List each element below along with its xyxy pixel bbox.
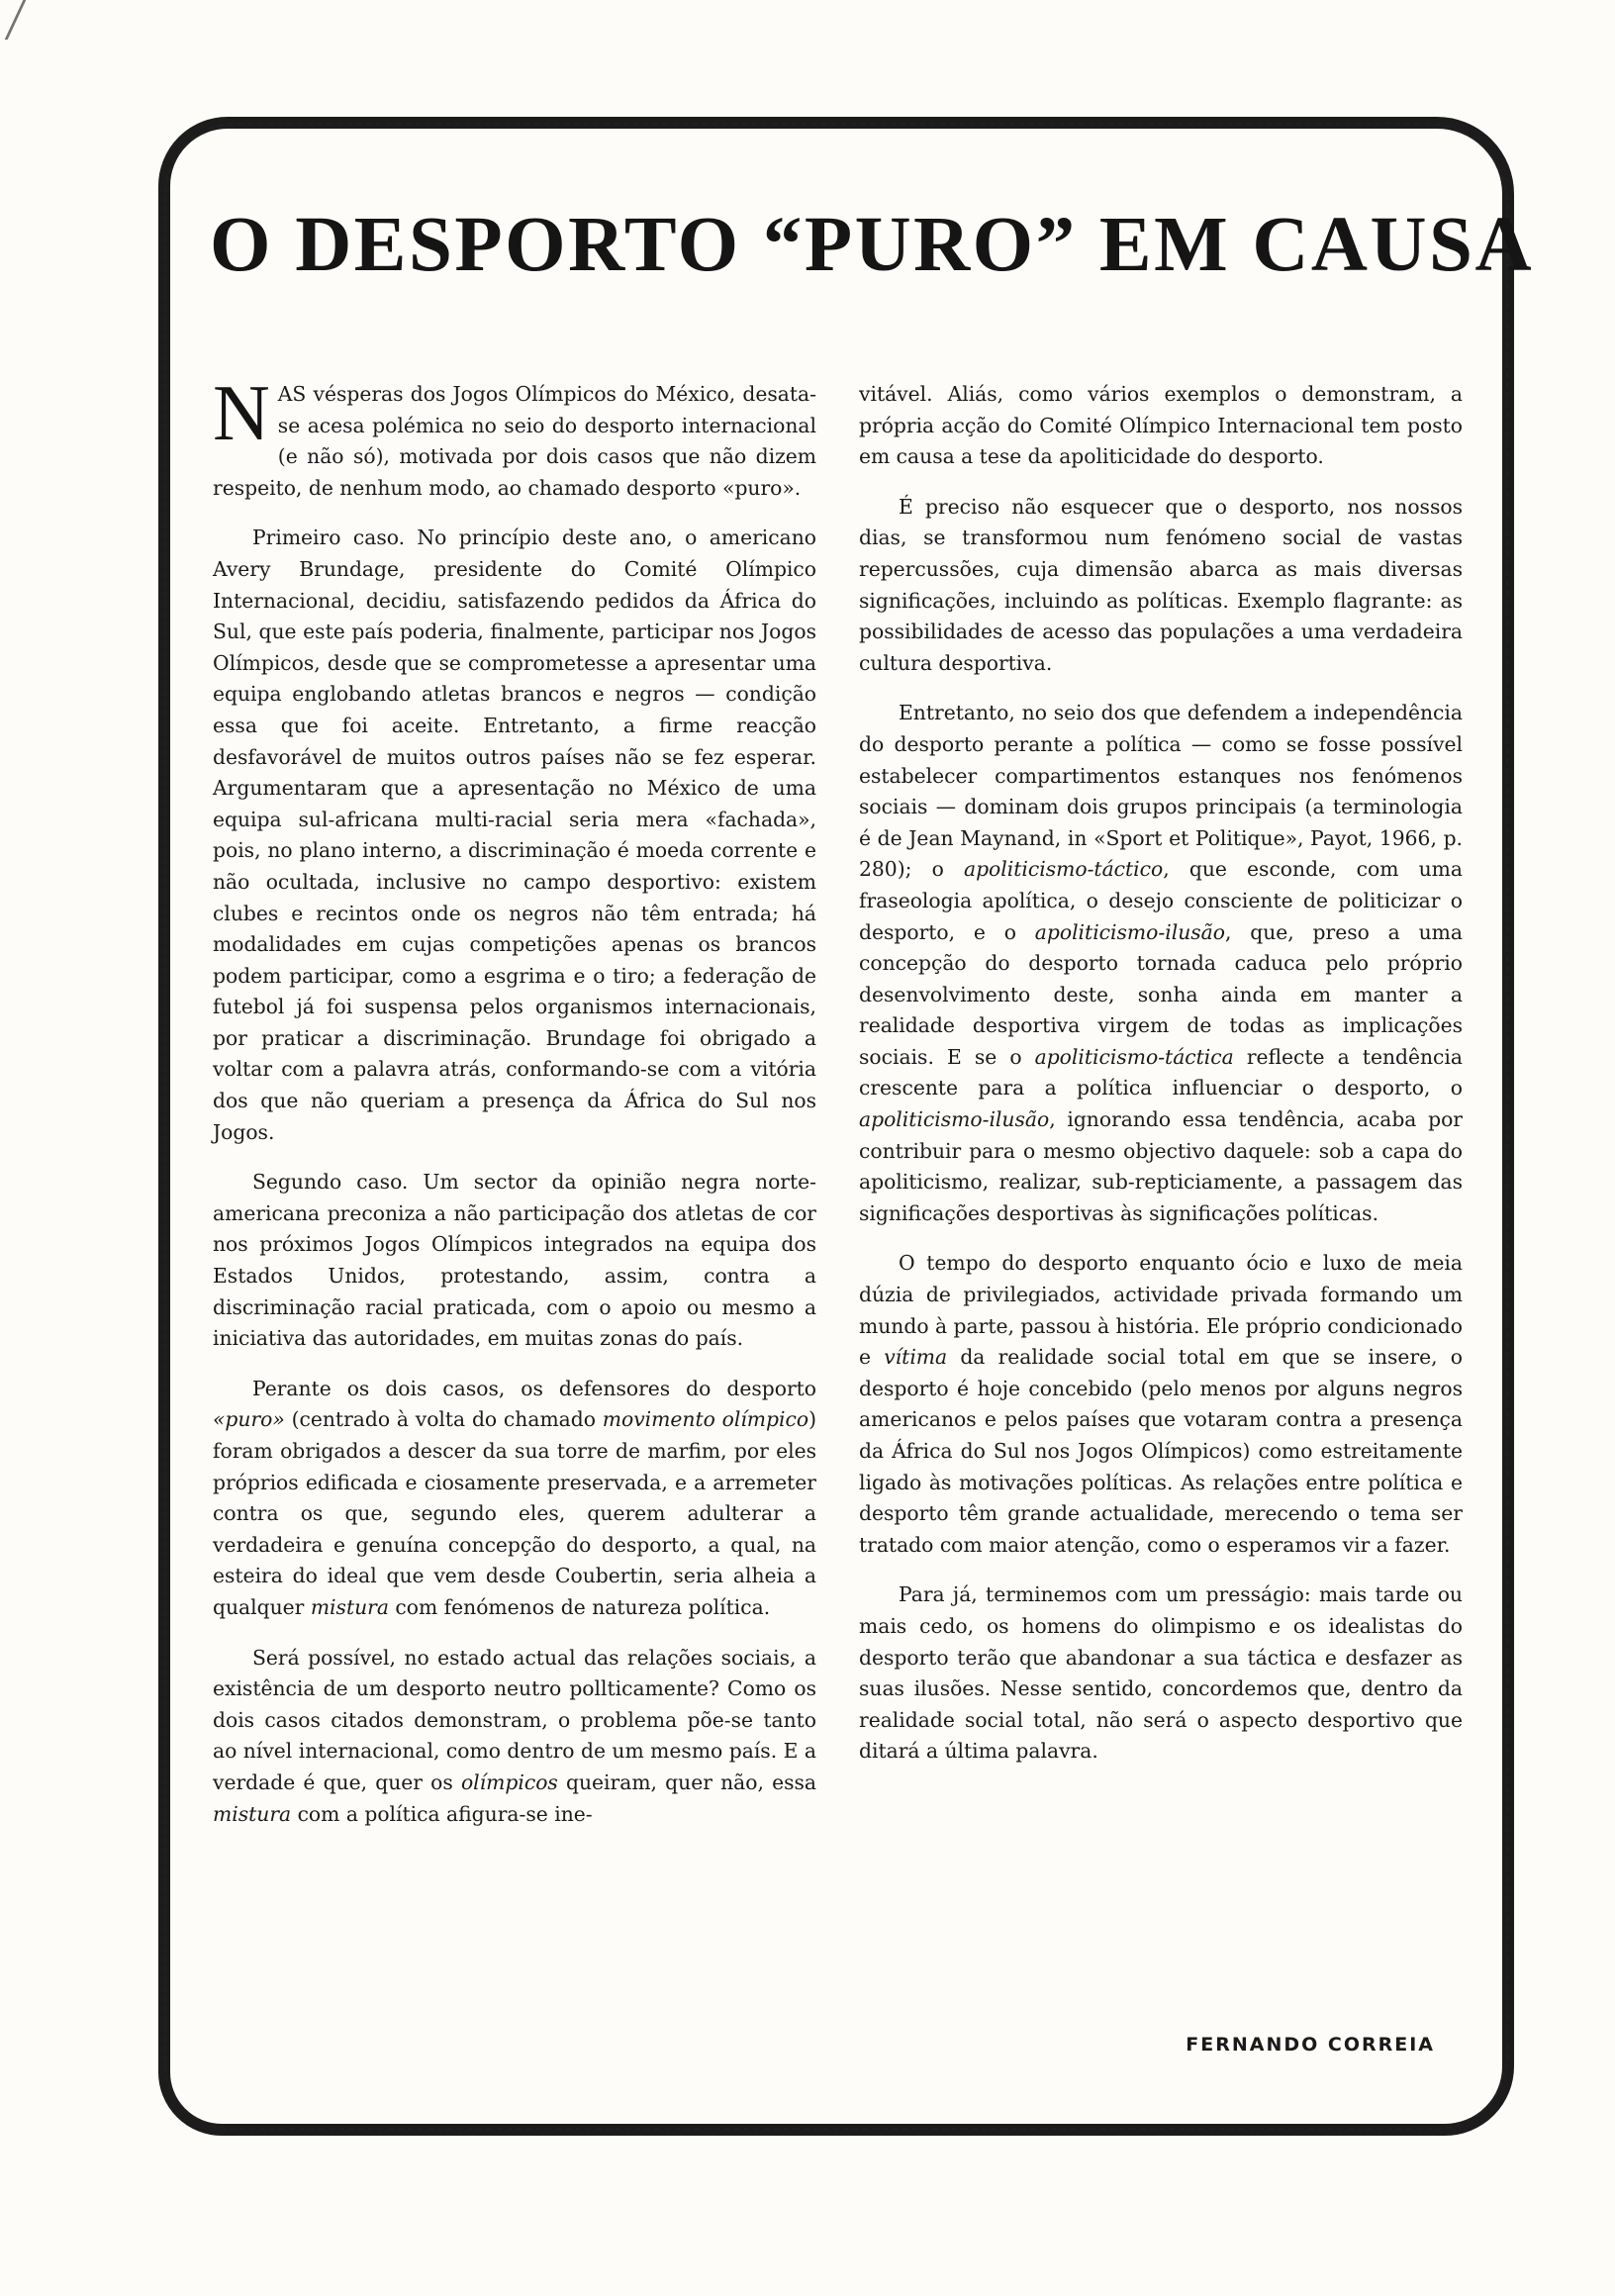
scan-edge-mark [0,0,26,40]
right-column [859,379,1463,1786]
paragraph-conclusion: Para já, terminemos com um presságio: mais tarde ou mais cedo, os homens do olimpismo e os idealistas do desporto terão que abandonar a sua táctica e desfazer as suas ilusões. Nesse sentido, concordemos que, dentro da realidade social total, não será o aspecto desportivo que ditará a última palavra. [859,1582,1463,1764]
paragraph-defenders: Perante os dois casos, os defensores do desporto «puro» (centrado à volta do chamado movimento olímpico) foram obrigados a descer da sua torre de marfim, por eles próprios edificada e ciosamente preservada, e a arremeter contra os que, segundo eles, querem adulterar a verdadeira e genuína concepção do desporto, a qual, na esteira do ideal que vem desde Coubertin, seria alheia a qualquer mistura com fenómenos de natureza política. [213,1376,817,1619]
paragraph-question: Será possível, no estado actual das relações sociais, a existência de um desporto neutro pollticamente? Como os dois casos citados demonstram, o problema põe-se tanto ao nível internacional, como dentro de um mesmo país. E a verdade é que, quer os olímpicos queiram, quer não, essa mistura com a política afigura-se ine- [213,1645,816,1826]
paragraph-social-phenomenon: É preciso não esquecer que o desporto, nos nossos dias, se transformou num fenómeno social de vastas repercussões, cuja dimensão abarca as mais diversas significações, incluindo as políticas. Exemplo flagrante: as possibilidades de acesso das populações a uma verdadeira cultura desportiva. [859,494,1463,675]
paragraph-continuation: vitável. Aliás, como vários exemplos o demonstram, a própria acção do Comité Olímpico Internacional tem posto em causa a tese da apoliticidade do desporto. [859,382,1463,469]
paragraph-sport-time: O tempo do desporto enquanto ócio e luxo de meia dúzia de privilegiados, actividade privada formando um mundo à parte, passou à história. Ele próprio condicionado e vítima da realidade social total em que se insere, o desporto é hoje concebido (pelo menos por alguns negros americanos e pelos países que votaram contra a presença da África do Sul nos Jogos Olímpicos) como estreitamente ligado às motivações políticas. As relações entre política e desporto têm grande actualidade, merecendo o tema ser tratado com maior atenção, como o esperamos vir a fazer. [859,1251,1463,1557]
paragraph-intro [213,370,816,504]
drop-cap: N [213,370,270,457]
paragraph-first-case: Primeiro caso. No princípio deste ano, o americano Avery Brundage, presidente do Comité Olímpico Internacional, decidiu, satisfazendo pedidos da África do Sul, que este país poderia, finalmente, participar nos Jogos Olímpicos, desde que se comprometesse a apresentar uma equipa englobando atletas brancos e negros — condição essa que foi aceite. Entretanto, a firme reacção desfavorável de muitos outros países não se fez esperar. Argumentaram que a apresentação no México de uma equipa sul-africana multi-racial seria mera «fachada», pois, no plano interno, a discriminação é moeda corrente e não ocultada, inclusive no campo desportivo: existem clubes e recintos onde os negros não têm entrada; há modalidades em cujas competições apenas os brancos podem participar, como a esgrima e o tiro; a federação de futebol já foi suspensa pelos organismos internacionais, por praticar a discriminação. Brundage foi obrigado a voltar com a palavra atrás, conformando-se com a vitória dos que não queriam a presença da África do Sul nos Jogos. [213,526,816,1144]
paragraph-intro-text: AS vésperas dos Jogos Olímpicos do México, desata-se acesa polémica no seio do desporto internacional (e não só), motivada por dois casos que não dizem respeito, de nenhum modo, ao chamado desporto «puro». [213,382,816,500]
author-signature: FERNANDO CORREIA [1186,2034,1435,2056]
article-title: O DESPORTO “PURO” EM CAUSA [210,202,1535,288]
paragraph-apoliticism: Entretanto, no seio dos que defendem a independência do desporto perante a política — como se fosse possível estabelecer compartimentos estanques nos fenómenos sociais — dominam dois grupos principais (a terminologia é de Jean Maynand, in «Sport et Politique», Payot, 1966, p. 280); o apoliticismo-táctico, que esconde, com uma fraseologia apolítica, o desejo consciente de politicizar o desporto, e o apoliticismo-ilusão, que, preso a uma concepção do desporto tornada caduca pelo próprio desenvolvimento deste, sonha ainda em manter a realidade desportiva virgem de todas as implicações sociais. E se o apoliticismo-táctica reflecte a tendência crescente para a política influenciar o desporto, o apoliticismo-ilusão, ignorando essa tendência, acaba por contribuir para o mesmo objectivo daquele: sob a capa do apoliticismo, realizar, sub-repticiamente, a passagem das significações desportivas às significações políticas. [859,701,1463,1225]
left-column [213,370,817,1849]
paragraph-second-case: Segundo caso. Um sector da opinião negra norte-americana preconiza a não participação dos atletas de cor nos próximos Jogos Olímpicos integrados na equipa dos Estados Unidos, protestando, assim, contra a discriminação racial praticada, com o apoio ou mesmo a iniciativa das autoridades, em muitas zonas do país. [213,1170,816,1351]
